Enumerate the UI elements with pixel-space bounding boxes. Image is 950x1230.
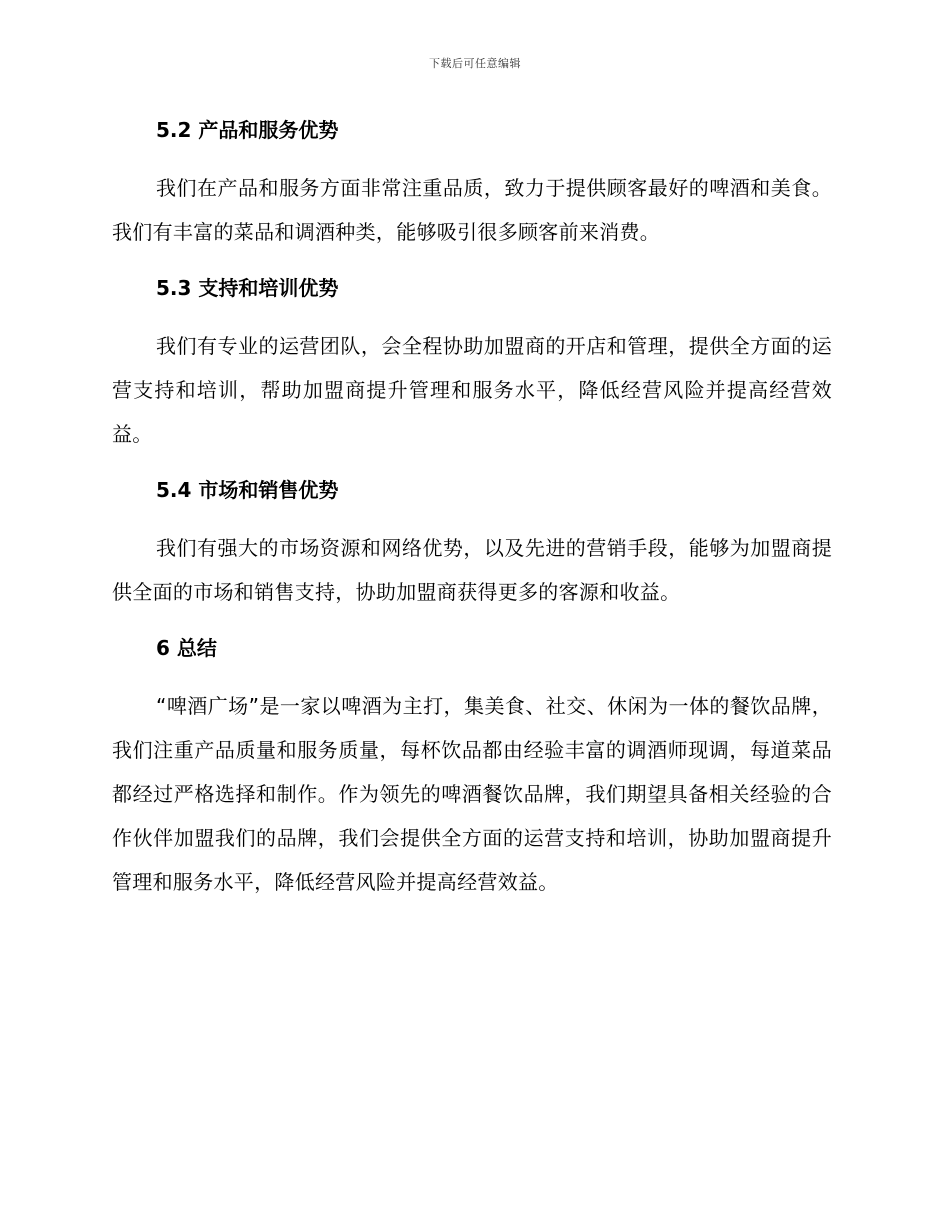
section-body-5-4: 我们有强大的市场资源和网络优势，以及先进的营销手段，能够为加盟商提供全面的市场和销售支持，协助加盟商获得更多的客源和收益。 bbox=[112, 536, 832, 604]
section-body-5-3: 我们有专业的运营团队，会全程协助加盟商的开店和管理，提供全方面的运营支持和培训，帮助加盟商提升管理和服务水平，降低经营风险并提高经营效益。 bbox=[112, 334, 832, 446]
header-note: 下载后可任意编辑 bbox=[429, 57, 521, 70]
section-heading-5-4: 5.4 市场和销售优势 bbox=[156, 478, 339, 502]
document-body bbox=[112, 112, 832, 904]
section-body-5-2: 我们在产品和服务方面非常注重品质，致力于提供顾客最好的啤酒和美食。我们有丰富的菜品和调酒种类，能够吸引很多顾客前来消费。 bbox=[112, 176, 832, 244]
section-heading-5-3: 5.3 支持和培训优势 bbox=[156, 276, 339, 300]
section-body-6: “啤酒广场”是一家以啤酒为主打，集美食、社交、休闲为一体的餐饮品牌，我们注重产品质量和服务质量，每杯饮品都由经验丰富的调酒师现调，每道菜品都经过严格选择和制作。作为领先的啤酒餐饮品牌，我们期望具备相关经验的合作伙伴加盟我们的品牌，我们会提供全方面的运营支持和培训，协助加盟商提升管理和服务水平，降低经营风险并提高经营效益。 bbox=[112, 694, 832, 894]
section-heading-6: 6 总结 bbox=[156, 636, 217, 660]
section-heading-5-2: 5.2 产品和服务优势 bbox=[156, 118, 339, 142]
